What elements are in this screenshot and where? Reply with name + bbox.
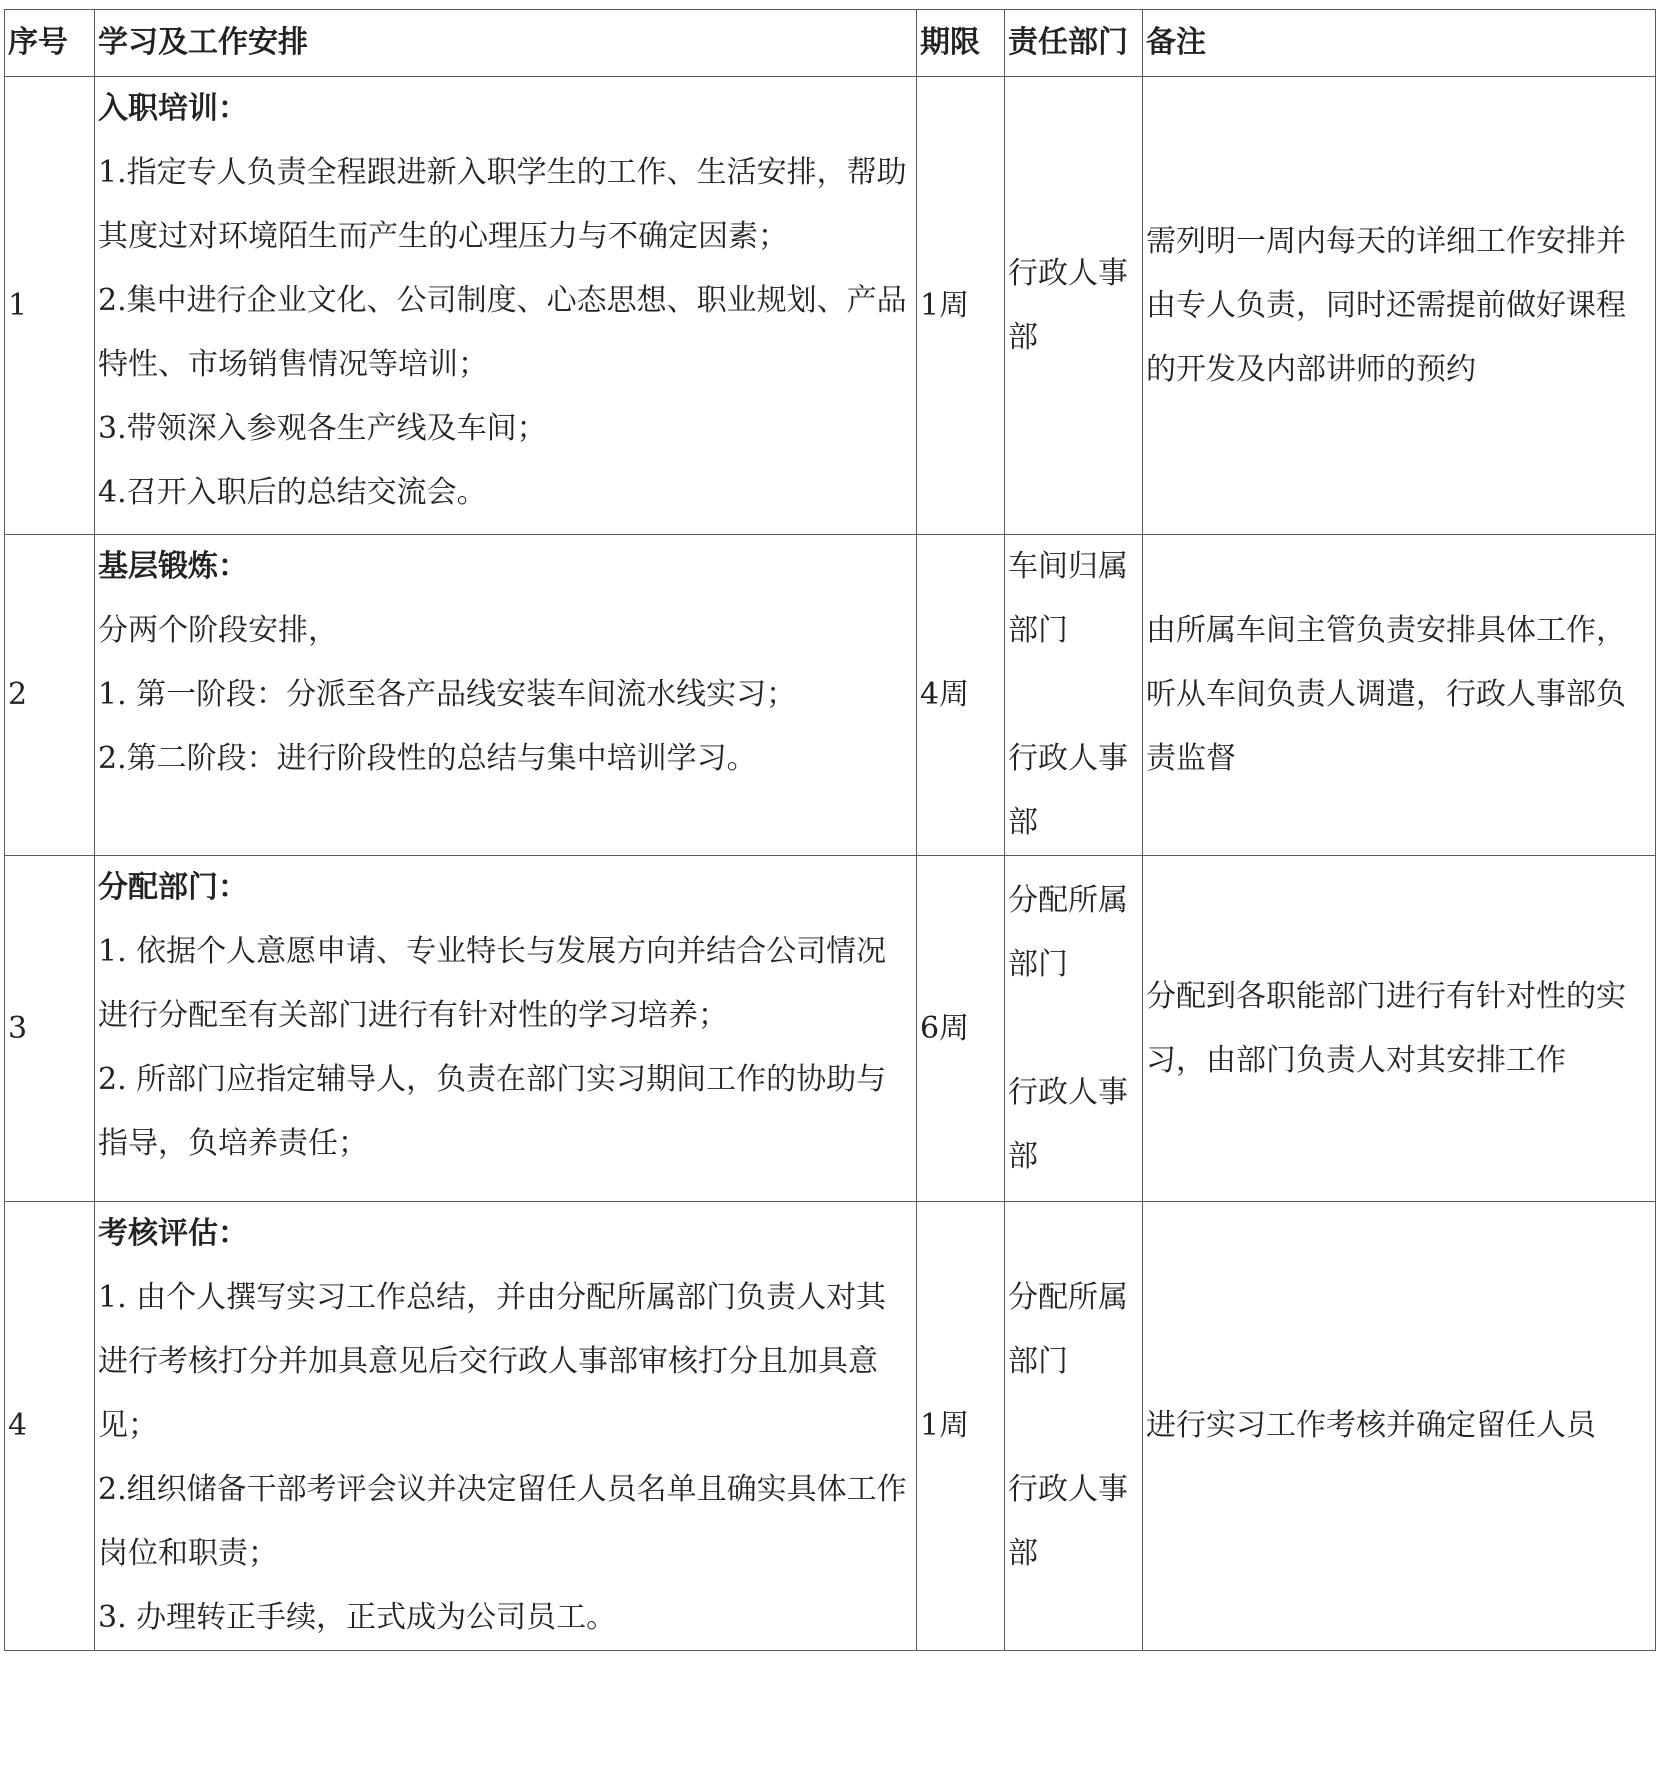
row-no: 4 [5, 1202, 95, 1651]
arrangement-item: 2.第二阶段：进行阶段性的总结与集中培训学习。 [98, 741, 757, 776]
department-name: 车间归属部门 [1008, 549, 1128, 648]
training-plan-table [4, 9, 1656, 1651]
arrangement-item: 3. 办理转正手续，正式成为公司员工。 [98, 1600, 617, 1635]
table-row [5, 77, 1656, 535]
table-row [5, 535, 1656, 856]
arrangement-title: 分配部门： [98, 870, 248, 905]
row-note: 需列明一周内每天的详细工作安排并由专人负责，同时还需提前做好课程的开发及内部讲师的预约 [1143, 77, 1656, 535]
arrangement-title: 入职培训： [98, 91, 248, 126]
header-arrangement: 学习及工作安排 [95, 10, 917, 77]
arrangement-item: 1. 由个人撰写实习工作总结，并由分配所属部门负责人对其进行考核打分并加具意见后交行政人事部审核打分且加具意见； [98, 1280, 887, 1443]
arrangement-item: 1.指定专人负责全程跟进新入职学生的工作、生活安排，帮助其度过对环境陌生而产生的心理压力与不确定因素； [98, 155, 907, 254]
arrangement-item: 2.集中进行企业文化、公司制度、心态思想、职业规划、产品特性、市场销售情况等培训； [98, 283, 907, 382]
arrangement-item: 4.召开入职后的总结交流会。 [98, 475, 487, 510]
arrangement-title: 考核评估： [98, 1216, 248, 1251]
arrangement-item: 分两个阶段安排， [98, 613, 338, 648]
row-department [1005, 77, 1143, 535]
row-arrangement [95, 856, 917, 1202]
department-name: 行政人事部 [1008, 1074, 1128, 1174]
row-duration: 1周 [917, 77, 1005, 535]
row-arrangement [95, 535, 917, 856]
row-no: 1 [5, 77, 95, 535]
department-name: 行政人事部 [1008, 741, 1128, 840]
header-note: 备注 [1143, 10, 1656, 77]
department-spacer [1008, 1394, 1139, 1458]
arrangement-item: 1. 第一阶段：分派至各产品线安装车间流水线实习； [98, 677, 797, 712]
table-row [5, 856, 1656, 1202]
row-department [1005, 1202, 1143, 1651]
table-row [5, 1202, 1656, 1651]
arrangement-item: 2.组织储备干部考评会议并决定留任人员名单且确实具体工作岗位和职责； [98, 1472, 907, 1571]
row-no: 3 [5, 856, 95, 1202]
department-spacer [1008, 663, 1139, 727]
row-note: 分配到各职能部门进行有针对性的实习，由部门负责人对其安排工作 [1143, 856, 1656, 1202]
arrangement-item: 3.带领深入参观各生产线及车间； [98, 411, 547, 446]
arrangement-item: 1. 依据个人意愿申请、专业特长与发展方向并结合公司情况进行分配至有关部门进行有针对性的学习培养； [98, 934, 887, 1033]
row-duration: 6周 [917, 856, 1005, 1202]
header-row [5, 10, 1656, 77]
arrangement-item: 2. 所部门应指定辅导人，负责在部门实习期间工作的协助与指导，负培养责任； [98, 1062, 887, 1161]
row-duration: 4周 [917, 535, 1005, 856]
row-arrangement [95, 1202, 917, 1651]
header-no: 序号 [5, 10, 95, 77]
row-department [1005, 856, 1143, 1202]
row-department [1005, 535, 1143, 856]
department-name: 分配所属部门 [1008, 1280, 1128, 1379]
header-department: 责任部门 [1005, 10, 1143, 77]
department-name: 行政人事部 [1008, 255, 1128, 355]
header-duration: 期限 [917, 10, 1005, 77]
row-note: 由所属车间主管负责安排具体工作，听从车间负责人调遣，行政人事部负责监督 [1143, 535, 1656, 856]
department-spacer [1008, 997, 1139, 1061]
row-duration: 1周 [917, 1202, 1005, 1651]
department-name: 分配所属部门 [1008, 882, 1128, 982]
row-no: 2 [5, 535, 95, 856]
row-arrangement [95, 77, 917, 535]
department-name: 行政人事部 [1008, 1472, 1128, 1571]
arrangement-title: 基层锻炼： [98, 549, 248, 584]
row-note: 进行实习工作考核并确定留任人员 [1143, 1202, 1656, 1651]
